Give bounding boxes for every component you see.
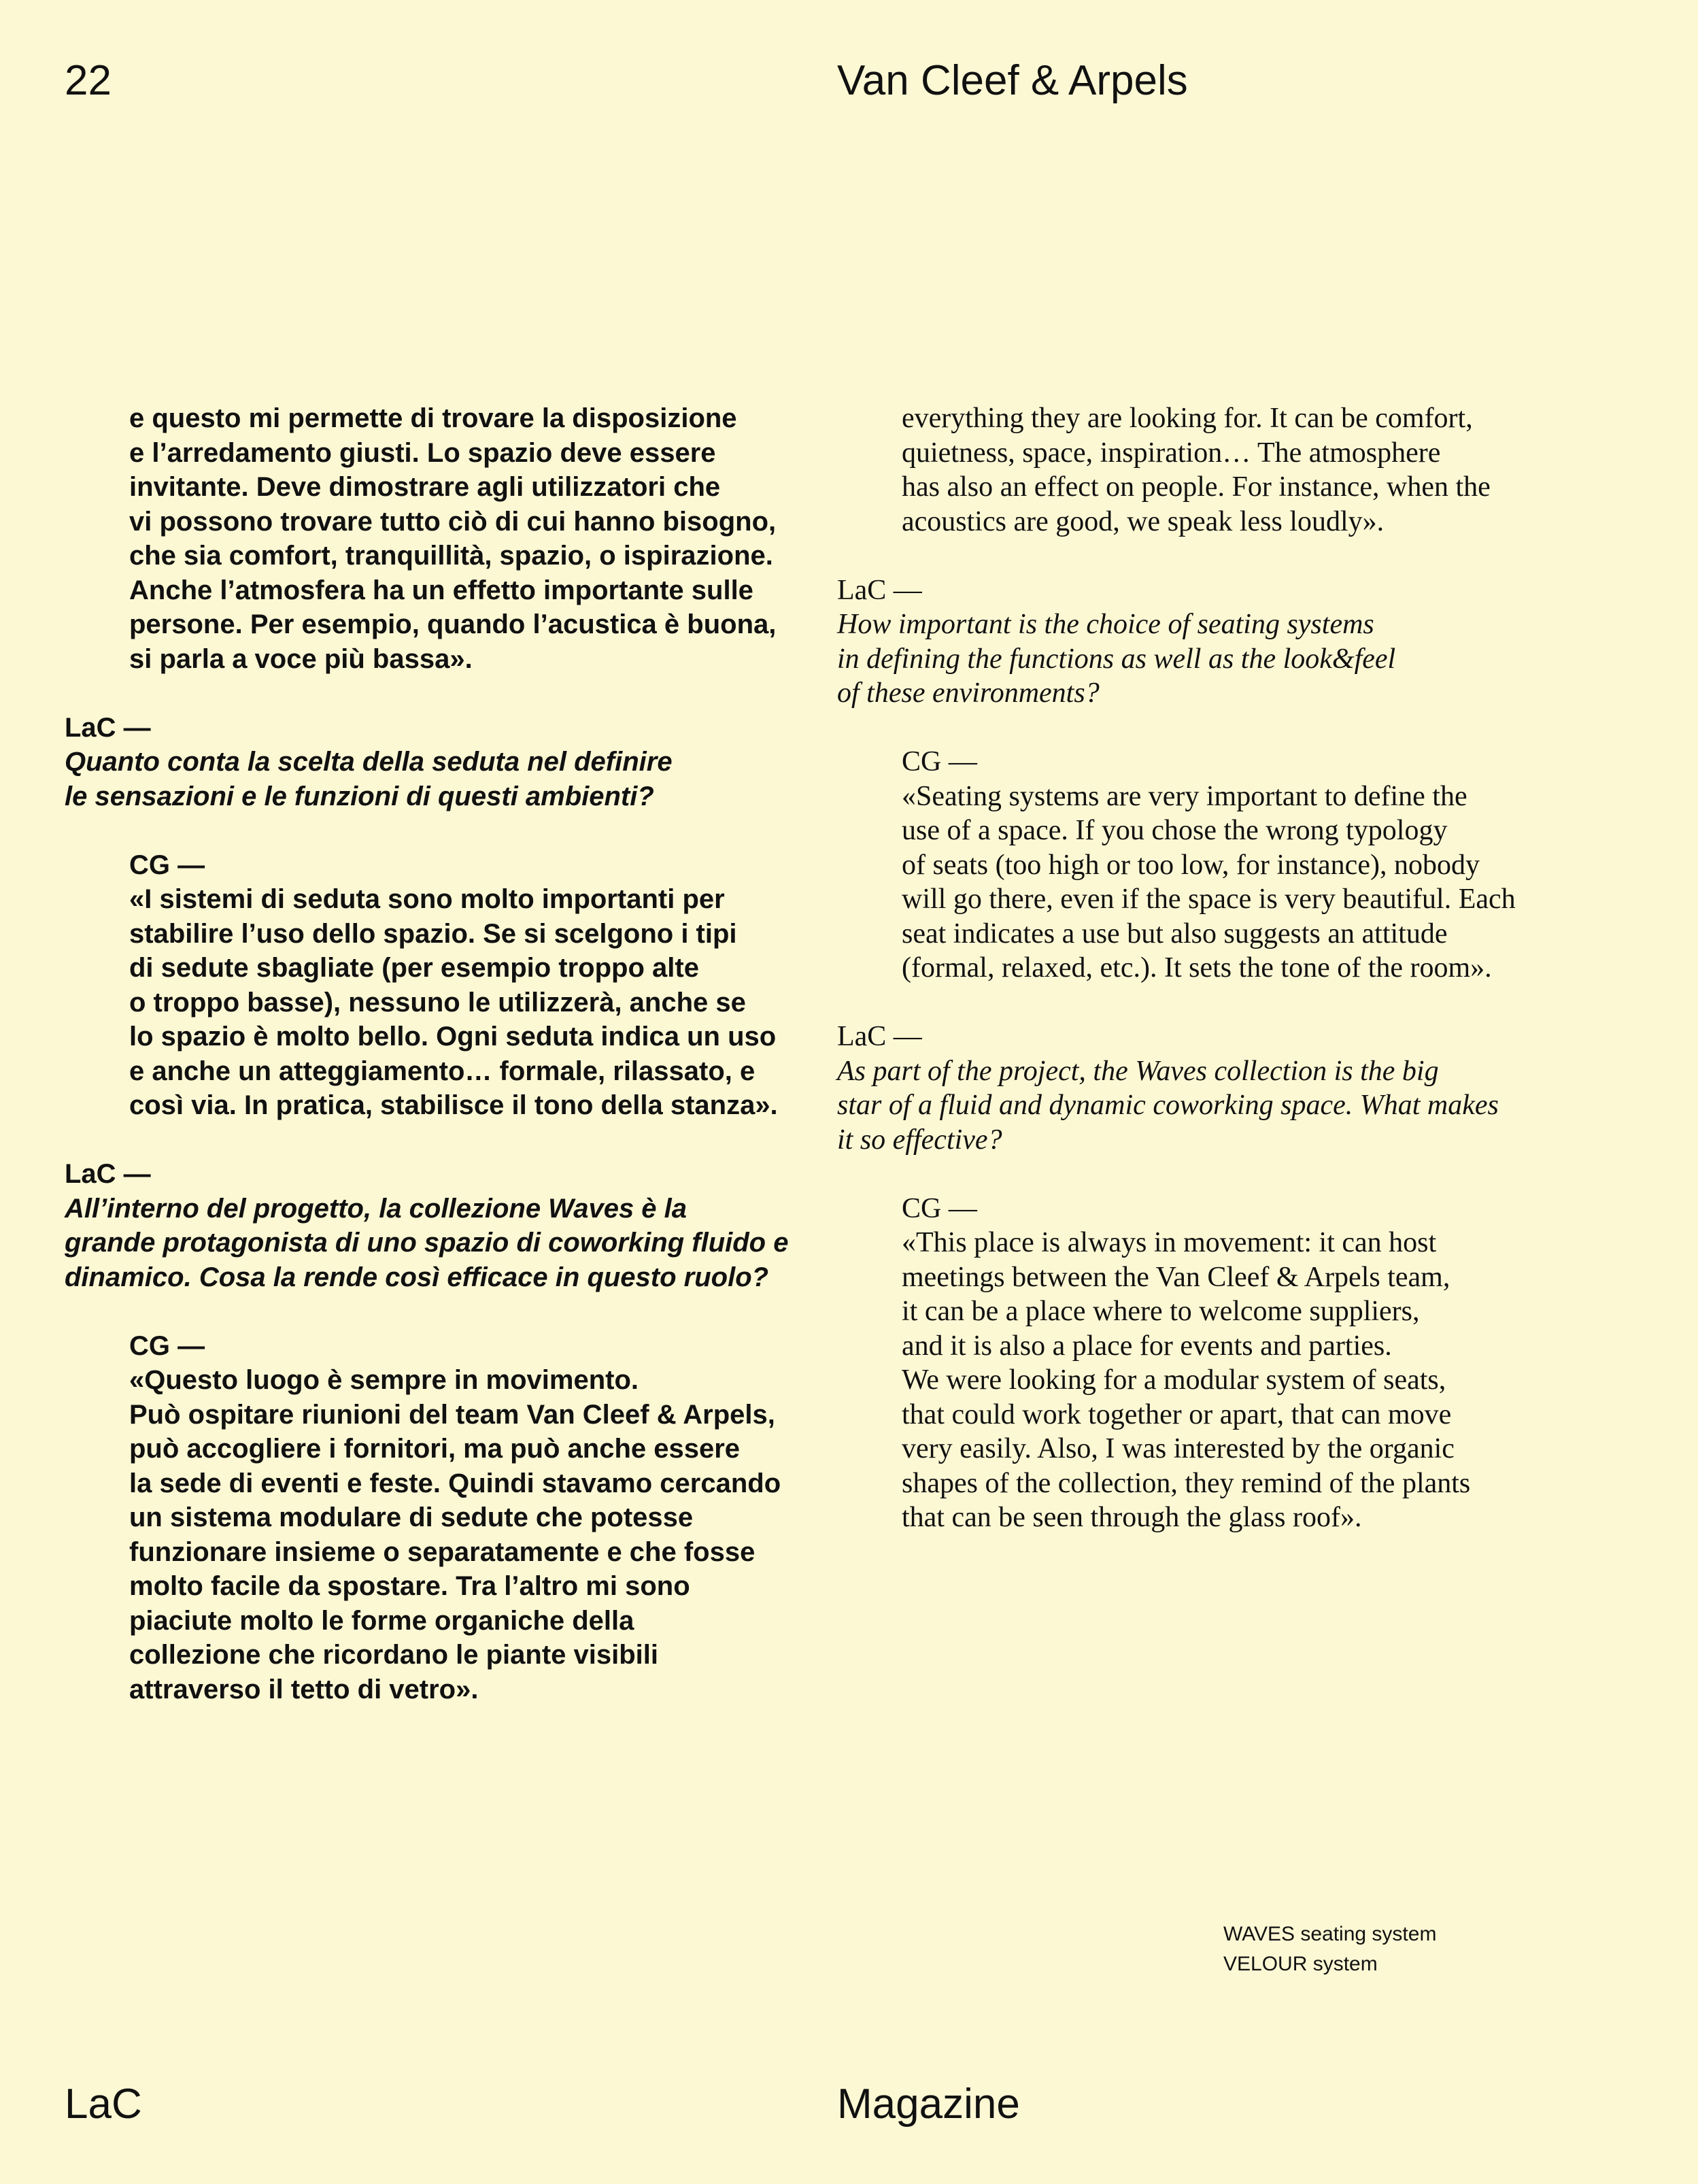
english-question-2-speaker: LaC —: [837, 1021, 922, 1052]
english-answer-1-speaker: CG —: [902, 746, 977, 777]
english-question-1: How important is the choice of seating systems in defining the functions as well as the look&feel of these environments?: [837, 609, 1396, 709]
page-number: 22: [65, 57, 112, 104]
english-question-2: As part of the project, the Waves collection is the big star of a fluid and dynamic coworking space. What makes it so effective?: [837, 1055, 1499, 1156]
english-intro-paragraph: everything they are looking for. It can be comfort, quietness, space, inspiration… The atmosphere has also an effect on people. For instance, when the acoustics are good, we speak less loudly».: [902, 403, 1491, 537]
english-answer-2: «This place is always in movement: it can host meetings between the Van Cleef & Arpels team, it can be a place where to welcome suppliers, and it is also a place for events and parties. We were looking for a modular system of seats, that could work together or apart, that can move very easily. Also, I was interested by the organic shapes of the collection, they remind of the plants that can be seen through the glass roof».: [902, 1227, 1471, 1533]
footer-magazine: Magazine: [837, 2081, 1020, 2128]
italian-question-1-speaker: LaC —: [65, 712, 151, 743]
italian-question-1: Quanto conta la scelta della seduta nel definire le sensazioni e le funzioni di questi ambienti?: [65, 747, 673, 811]
italian-intro-paragraph: e questo mi permette di trovare la disposizione e l’arredamento giusti. Lo spazio deve essere invitante. Deve dimostrare agli utilizzatori che vi possono trovare tutto ciò di cui hanno bisogno, che sia comfort, tranquillità, spazio, o ispirazione. Anche l’atmosfera ha un effetto importante sulle persone. Per esempio, quando l’acustica è buona, si parla a voce più bassa».: [129, 403, 777, 674]
english-answer-2-speaker: CG —: [902, 1192, 977, 1224]
italian-column: [65, 401, 847, 1707]
italian-answer-1-speaker: CG —: [129, 850, 205, 880]
italian-question-2: All’interno del progetto, la collezione Waves è la grande protagonista di uno spazio di coworking fluido e dinamico. Cosa la rende così efficace in questo ruolo?: [65, 1193, 789, 1292]
page-header-title: Van Cleef & Arpels: [837, 57, 1188, 104]
italian-answer-1: «I sistemi di seduta sono molto importanti per stabilire l’uso dello spazio. Se si scelgono i tipi di sedute sbagliate (per esempio troppo alte o troppo basse), nessuno le utilizzerà, anche se lo spazio è molto bello. Ogni seduta indica un uso e anche un atteggiamento… formale, rilassato, e così via. In pratica, stabilisce il tono della stanza».: [129, 884, 778, 1120]
footer-brand: LaC: [65, 2081, 142, 2128]
italian-question-2-speaker: LaC —: [65, 1159, 151, 1189]
image-caption: WAVES seating system VELOUR system: [1223, 1923, 1437, 1975]
italian-answer-2: «Questo luogo è sempre in movimento. Può ospitare riunioni del team Van Cleef & Arpels, può accogliere i fornitori, ma può anche essere la sede di eventi e feste. Quindi stavamo cercando un sistema modulare di sedute che potesse funzionare insieme o separatamente e che fosse molto facile da spostare. Tra l’altro mi sono piaciute molto le forme organiche della collezione che ricordano le piante visibili attraverso il tetto di vetro».: [129, 1365, 781, 1704]
italian-answer-2-speaker: CG —: [129, 1330, 205, 1361]
english-question-1-speaker: LaC —: [837, 574, 922, 606]
english-answer-1: «Seating systems are very important to define the use of a space. If you chose the wrong typology of seats (too high or too low, for instance), nobody will go there, even if the space is very beautiful. Each seat indicates a use but also suggests an attitude (formal, relaxed, etc.). It sets the tone of the room».: [902, 780, 1516, 984]
english-column: [837, 401, 1640, 1535]
